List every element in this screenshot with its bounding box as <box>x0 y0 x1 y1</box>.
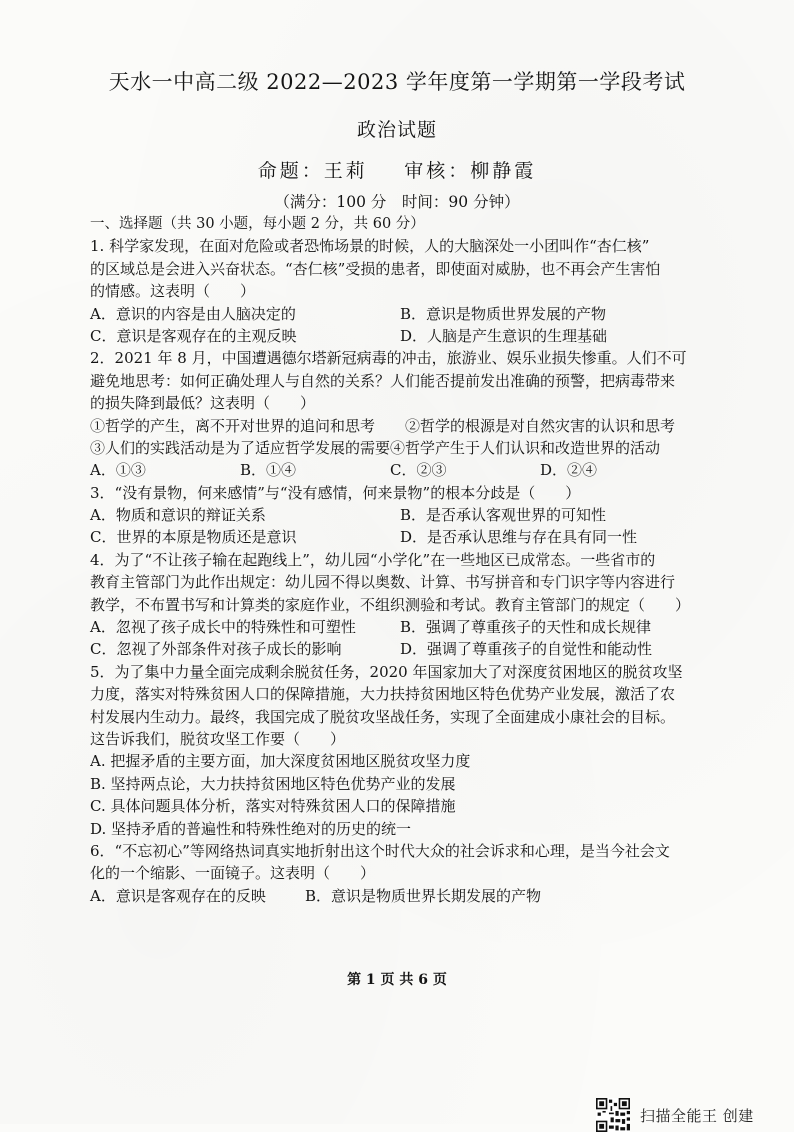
option-a: A．意识的内容是由人脑决定的 <box>90 304 296 323</box>
question-2-item-line: ①哲学的产生，离不开对世界的追问和思考 ②哲学的根源是对自然灾害的认识和思考 <box>90 416 676 435</box>
question-1-stem-line: 1. 科学家发现，在面对危险或者恐怖场景的时候，人的大脑深处一小团叫作“杏仁核” <box>90 237 650 256</box>
question-4-options-row <box>90 638 710 660</box>
question-3-stem-line: 3．“没有景物，何来感情”与“没有感情，何来景物”的根本分歧是（ ） <box>90 483 581 502</box>
question-6 <box>90 840 710 907</box>
qr-code-icon <box>596 1098 630 1132</box>
option-b: B. 坚持两点论，大力扶持贫困地区特色优势产业的发展 <box>90 774 456 793</box>
question-2-stem-line: 避免地思考：如何正确处理人与自然的关系？人们能否提前发出准确的预警，把病毒带来 <box>90 371 676 390</box>
option-c: C．②③ <box>390 461 447 480</box>
option-b: B．①④ <box>240 461 297 480</box>
question-2 <box>90 347 710 481</box>
option-c: C．忽视了外部条件对孩子成长的影响 <box>90 640 342 659</box>
exam-subject: 政治试题 <box>356 119 437 141</box>
option-c: C. 具体问题具体分析，落实对特殊贫困人口的保障措施 <box>90 797 456 816</box>
option-d: D．强调了尊重孩子的自觉性和能动性 <box>400 640 653 659</box>
option-d: D．是否承认思维与存在具有同一性 <box>400 528 638 547</box>
question-4-stem-line: 4．为了“不让孩子输在起跑线上”，幼儿园“小学化”在一些地区已成常态。一些省市的 <box>90 550 656 569</box>
question-1-options-row <box>90 325 710 347</box>
question-6-stem-line: 化的一个缩影、一面镜子。这表明（ ） <box>90 864 376 883</box>
question-5-stem-line: 力度，落实对特殊贫困人口的保障措施，大力扶持贫困地区特色优势产业发展，激活了农 <box>90 685 676 704</box>
option-a: A．物质和意识的辩证关系 <box>90 506 266 525</box>
option-b: B．意识是物质世界长期发展的产物 <box>305 886 542 905</box>
question-3-options-row <box>90 504 710 526</box>
option-d: D. 坚持矛盾的普遍性和特殊性绝对的历史的统一 <box>90 819 412 838</box>
exam-title: 天水一中高二级 2022—2023 学年度第一学期第一学段考试 <box>108 70 686 94</box>
option-b: B．意识是物质世界发展的产物 <box>400 304 607 323</box>
option-a: A. 把握矛盾的主要方面，加大深度贫困地区脱贫攻坚力度 <box>90 752 471 771</box>
section-heading: 一、选择题（共 30 小题，每小题 2 分，共 60 分） <box>90 216 425 232</box>
question-1-stem-line: 的区域总是会进入兴奋状态。“杏仁核”受损的患者，即使面对威胁，也不再会产生害怕 <box>90 259 661 278</box>
option-c: C．世界的本原是物质还是意识 <box>90 528 297 547</box>
question-2-options-row <box>90 459 710 481</box>
option-b: B．是否承认客观世界的可知性 <box>400 506 607 525</box>
option-a: A．①③ <box>90 461 146 480</box>
option-c: C．意识是客观存在的主观反映 <box>90 326 297 345</box>
question-5-stem-line: 这告诉我们，脱贫攻坚工作要（ ） <box>90 729 346 748</box>
question-5-stem-line: 5．为了集中力量全面完成剩余脱贫任务，2020 年国家加大了对深度贫困地区的脱贫攻坚 <box>90 662 683 681</box>
exam-authors: 命题：王莉 审核：柳静霞 <box>257 160 537 182</box>
option-a: A．忽视了孩子成长中的特殊性和可塑性 <box>90 618 356 637</box>
question-4-stem-line: 教育主管部门为此作出规定：幼儿园不得以奥数、计算、书写拼音和专门识字等内容进行 <box>90 573 676 592</box>
exam-body <box>90 213 710 907</box>
question-3-options-row <box>90 526 710 548</box>
question-4 <box>90 549 710 661</box>
question-5 <box>90 661 710 840</box>
question-4-stem-line: 教学，不布置书写和计算类的家庭作业，不组织测验和考试。教育主管部门的规定（ ） <box>90 595 691 614</box>
question-2-stem-line: 2．2021 年 8 月，中国遭遇德尔塔新冠病毒的冲击，旅游业、娱乐业损失惨重。人们不可 <box>90 349 687 368</box>
option-d: D．②④ <box>540 461 598 480</box>
question-6-options-row <box>90 885 710 907</box>
question-1-options-row <box>90 303 710 325</box>
page-footer: 第 1 页 共 6 页 <box>347 972 447 988</box>
option-a: A．意识是客观存在的反映 <box>90 886 266 905</box>
scanner-label: 扫描全能王 创建 <box>640 1106 754 1125</box>
exam-meta: （满分：100 分 时间：90 分钟） <box>274 193 520 211</box>
question-1 <box>90 235 710 347</box>
question-6-stem-line: 6．“不忘初心”等网络热词真实地折射出这个时代大众的社会诉求和心理，是当今社会文 <box>90 841 670 860</box>
question-4-options-row <box>90 616 710 638</box>
question-2-item-line: ③人们的实践活动是为了适应哲学发展的需要④哲学产生于人们认识和改造世界的活动 <box>90 438 661 457</box>
question-5-stem-line: 村发展内生动力。最终，我国完成了脱贫攻坚战任务，实现了全面建成小康社会的目标。 <box>90 707 676 726</box>
option-b: B．强调了尊重孩子的天性和成长规律 <box>400 618 652 637</box>
question-1-stem-line: 的情感。这表明（ ） <box>90 282 256 301</box>
question-3 <box>90 482 710 549</box>
option-d: D．人脑是产生意识的生理基础 <box>400 326 608 345</box>
scanner-watermark <box>596 1098 754 1132</box>
question-2-stem-line: 的损失降到最低？这表明（ ） <box>90 394 316 413</box>
